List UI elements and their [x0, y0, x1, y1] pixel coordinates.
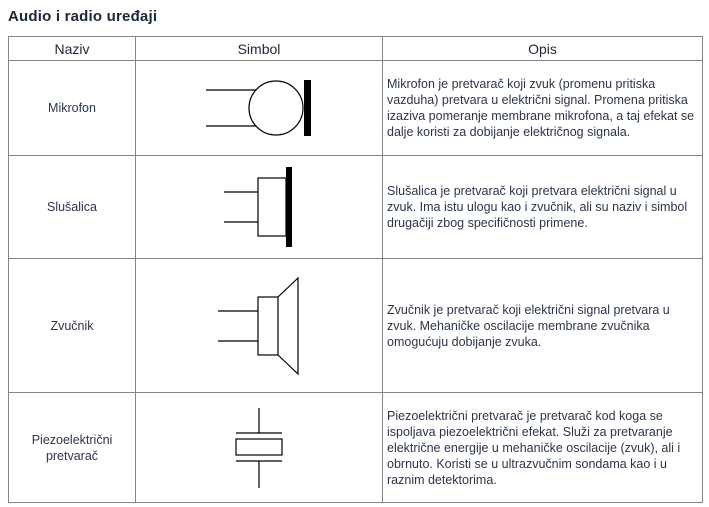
table-row — [9, 259, 703, 393]
table-row — [9, 393, 703, 503]
device-description: Piezoelektrični pretvarač je pretvarač kod koga se ispoljava piezoelektrični efekat. Služi za pretvaranje električne energije u mehaničke oscilacije (zvuk), ali i obrnuto. Koristi se u ultrazvučnim sondama kao i u raznim detektorima. — [383, 393, 703, 503]
header-row — [9, 37, 703, 61]
table-row — [9, 61, 703, 156]
devices-table — [8, 36, 703, 503]
device-symbol-cell — [136, 156, 383, 259]
column-header-opis: Opis — [383, 37, 703, 61]
device-name: Mikrofon — [9, 61, 136, 156]
piezoelectric-transducer-circuit-symbol — [209, 406, 309, 490]
device-name: Zvučnik — [9, 259, 136, 393]
device-description: Mikrofon je pretvarač koji zvuk (promenu pritiska vazduha) pretvara u električni signal. Promena pritiska izaziva pomeranje membrane mikrofona, a taj efekat se dalje koristi za dobijanje električnog signala. — [383, 61, 703, 156]
device-description: Zvučnik je pretvarač koji električni signal pretvara u zvuk. Mehaničke oscilacije membrane zvučnika omogućuju dobijanje zvuka. — [383, 259, 703, 393]
page-title: Audio i radio uređaji — [8, 8, 158, 25]
device-name: Slušalica — [9, 156, 136, 259]
device-symbol-cell — [136, 393, 383, 503]
device-symbol-cell — [136, 259, 383, 393]
device-description: Slušalica je pretvarač koji pretvara električni signal u zvuk. Ima istu ulogu kao i zvučnik, ali su naziv i simbol drugačiji zbog specifičnosti primene. — [383, 156, 703, 259]
loudspeaker-circuit-symbol — [218, 276, 300, 376]
device-name: Piezoelektrični pretvarač — [9, 393, 136, 503]
device-symbol-cell — [136, 61, 383, 156]
microphone-circuit-symbol — [204, 77, 314, 139]
table-row — [9, 156, 703, 259]
column-header-naziv: Naziv — [9, 37, 136, 61]
column-header-simbol: Simbol — [136, 37, 383, 61]
earphone-circuit-symbol — [224, 166, 294, 248]
